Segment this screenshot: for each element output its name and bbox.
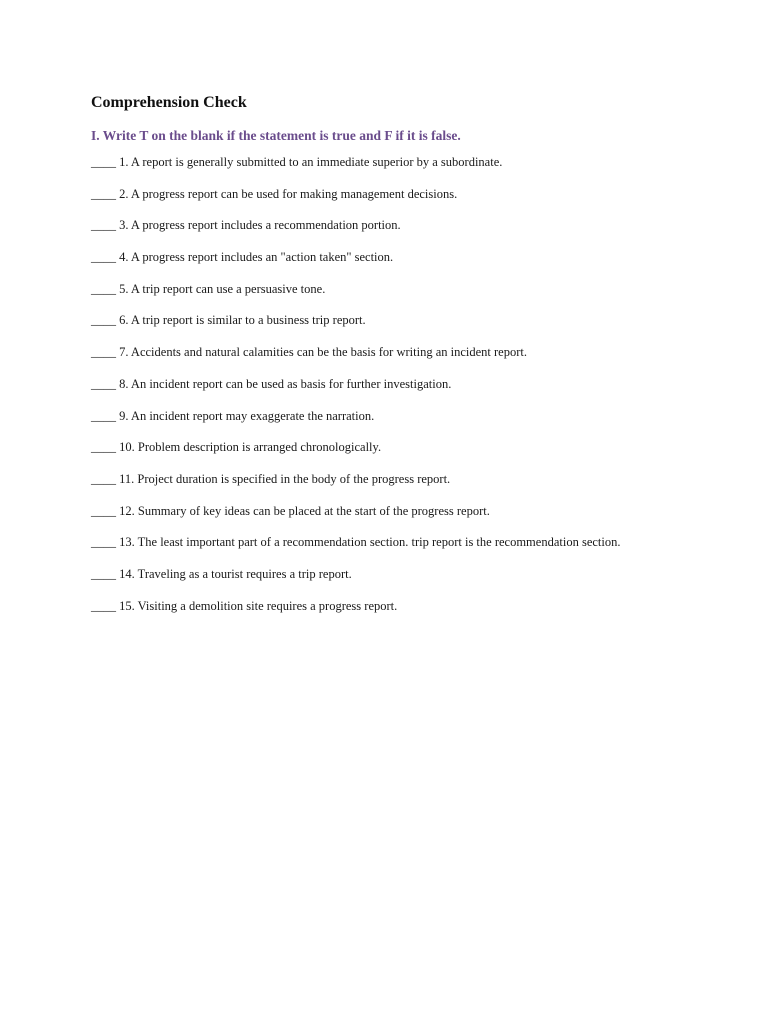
worksheet-page bbox=[91, 92, 731, 629]
answer-blank[interactable]: ____ bbox=[91, 503, 116, 518]
question-item bbox=[91, 408, 731, 424]
answer-blank[interactable]: ____ bbox=[91, 250, 116, 265]
question-text: 1. A report is generally submitted to an immediate superior by a subordinate. bbox=[119, 155, 503, 169]
question-item bbox=[91, 503, 731, 519]
question-text: 15. Visiting a demolition site requires a progress report. bbox=[119, 598, 398, 613]
question-item bbox=[91, 376, 731, 392]
question-text: 3. A progress report includes a recommendation portion. bbox=[119, 218, 401, 233]
question-text: 9. An incident report may exaggerate the narration. bbox=[119, 408, 375, 423]
answer-blank[interactable]: ____ bbox=[91, 313, 116, 328]
answer-blank[interactable]: ____ bbox=[91, 186, 116, 201]
question-text: 11. Project duration is specified in the body of the progress report. bbox=[119, 471, 451, 486]
answer-blank[interactable]: ____ bbox=[91, 281, 116, 296]
question-item bbox=[91, 217, 731, 233]
question-item bbox=[91, 281, 731, 297]
question-text: 2. A progress report can be used for making management decisions. bbox=[119, 186, 458, 201]
question-text: 10. Problem description is arranged chronologically. bbox=[119, 440, 382, 455]
question-item bbox=[91, 249, 731, 265]
question-text: 4. A progress report includes an "action taken" section. bbox=[119, 250, 394, 265]
question-item bbox=[91, 344, 731, 360]
answer-blank[interactable]: ____ bbox=[91, 408, 116, 423]
question-item bbox=[91, 186, 731, 202]
answer-blank[interactable]: ____ bbox=[91, 345, 116, 360]
answer-blank[interactable]: ____ bbox=[91, 598, 116, 613]
question-text: 8. An incident report can be used as basis for further investigation. bbox=[119, 376, 452, 391]
instruction-text: I. Write T on the blank if the statement is true and F if it is false. bbox=[91, 128, 461, 143]
question-item bbox=[91, 534, 731, 550]
question-list bbox=[91, 154, 731, 614]
answer-blank[interactable]: ____ bbox=[91, 535, 116, 550]
question-item bbox=[91, 471, 731, 487]
question-item bbox=[91, 312, 731, 328]
question-text: 7. Accidents and natural calamities can be the basis for writing an incident report. bbox=[119, 345, 527, 360]
answer-blank[interactable]: ____ bbox=[91, 440, 116, 455]
page-title: Comprehension Check bbox=[91, 94, 247, 111]
answer-blank[interactable]: ____ bbox=[91, 471, 116, 486]
question-text: 6. A trip report is similar to a business trip report. bbox=[119, 313, 366, 328]
question-item bbox=[91, 154, 731, 170]
question-item bbox=[91, 439, 731, 455]
answer-blank[interactable]: ____ bbox=[91, 376, 116, 391]
question-text: 14. Traveling as a tourist requires a trip report. bbox=[119, 566, 352, 581]
answer-blank[interactable]: ____ bbox=[91, 218, 116, 233]
question-text: 12. Summary of key ideas can be placed at the start of the progress report. bbox=[119, 503, 490, 518]
answer-blank[interactable]: ____ bbox=[91, 155, 116, 169]
answer-blank[interactable]: ____ bbox=[91, 566, 116, 581]
question-item bbox=[91, 598, 731, 614]
question-text: 13. The least important part of a recommendation section. trip report is the recommendation section. bbox=[119, 535, 621, 550]
question-text: 5. A trip report can use a persuasive tone. bbox=[119, 281, 326, 296]
question-item bbox=[91, 566, 731, 582]
